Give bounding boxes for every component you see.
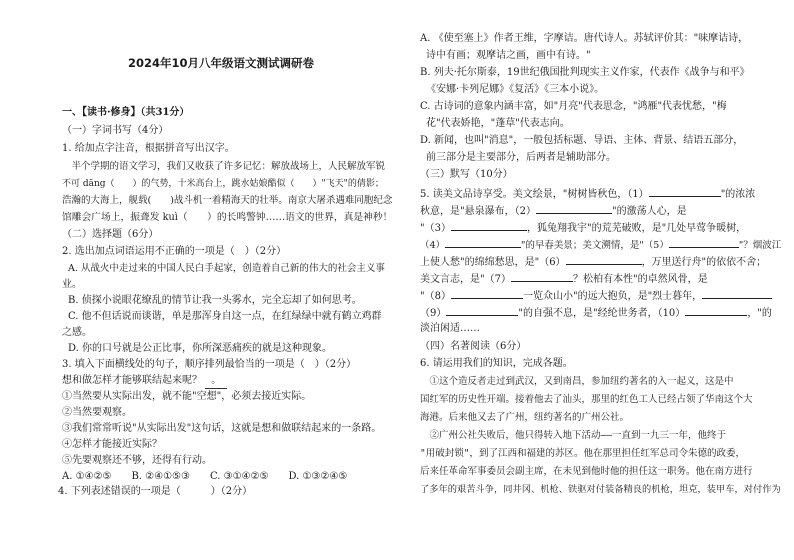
q4-option: C. 古诗词的意象内涵丰富，如"月亮"代表思念，"鸿雁"代表忧愁，"梅 — [420, 101, 727, 112]
q5-line — [420, 220, 746, 236]
q2-option: A. 从战火中走过来的中国人民白手起家，创造着自己新的伟大的社会主义事 — [68, 263, 385, 274]
answer-blank[interactable] — [669, 237, 739, 248]
q1-para-line: 浩瀚的大海上，舰载( )战斗机一着精海天的壮举。南京大屠杀遇难同胞纪念 — [62, 195, 393, 206]
q5-text: "的早春美景；美文溯情，是"（5） — [521, 240, 669, 251]
q6-para-line: 海港。后来他又去了广州，纽约著名的广州公社。 — [420, 412, 630, 423]
q5-text: ？松柏有本性"的卓然风骨，是 — [572, 274, 708, 285]
answer-blank[interactable] — [566, 254, 642, 265]
q2-option: 之感。 — [62, 327, 92, 338]
q3-prompt-text: 想和做怎样才能够联结起来呢？ — [62, 375, 202, 386]
q5-text: "？烟波江 — [738, 240, 782, 251]
q6-para-line: 国红军的历史性开端。接着他去了汕头，那里的红色工人已经占领了华南这个大 — [420, 394, 753, 405]
q4-option: 花"代表娇艳，"蓬草"代表志向。 — [426, 118, 570, 129]
q5-line — [420, 254, 766, 270]
q1-stem: 1. 给加点字注音，根据拼音写出汉字。 — [62, 143, 235, 154]
q3-item: ③我们常常听说"从实际出发"这句话，这就是想和做联结起来的一条路。 — [62, 423, 382, 434]
q2-option: C. 他不但话说而谈谐，单是那浑身自这一点，在红绿绿中就有鹤立鸡群 — [68, 311, 382, 322]
q5-line — [420, 186, 755, 202]
q5-text: "（3） — [420, 223, 451, 234]
sub3-header: （三）默写（10分） — [420, 169, 513, 180]
q1-para-line: 不可 dāng（ ）的气势，十米高台上，跳水姑娘酷似（ ）"飞天"的倩影； — [62, 179, 384, 189]
q5-line: 淡泊闲适…… — [420, 323, 480, 334]
q5-text: 5. 读美文品诗享受。美文绘景，"树树皆秋色，（1） — [420, 189, 649, 200]
q6-para-line: "用破封锁"，到了江西和福建的苏区。他在那里担任红军总司令朱德的政委， — [420, 448, 745, 459]
sub2-header: （二）选择题（6分） — [62, 229, 159, 240]
q3-item: ①当然要从实际出发，就不能"空想"，必须去接近实际。 — [62, 391, 312, 402]
q5-text: "的激荡人心，是 — [611, 206, 687, 217]
q6-para-line: 了多年的艰苦斗争，同井冈、机枪、铁驱对付装备精良的机枪，坦克，装甲车，对付作为 — [420, 484, 781, 495]
q5-text: 一览众山小"的远大抱负，是"烈士暮年， — [522, 291, 703, 302]
sub4-header: （四）名著阅读（6分） — [420, 341, 527, 352]
q5-text: ，狐兔翔我宇"的荒芜破败，是"几处早莺争暖树， — [526, 223, 747, 234]
answer-blank[interactable] — [445, 237, 521, 248]
q6-stem: 6. 请运用我们的知识，完成各题。 — [420, 358, 573, 369]
section1-header: 一、【读书·修身】（共31分） — [62, 107, 190, 118]
answer-blank[interactable] — [511, 271, 573, 282]
q1-para-line: 半个学期的语文学习，我们又收获了许多记忆：解放战场上，人民解放军锐 — [62, 161, 386, 172]
q3-handwritten-answer: 。 — [205, 374, 227, 389]
q2-option: D. 你的口号就是公正比事，你所深恶痛疾的就是这种现象。 — [68, 343, 333, 354]
q3-item: ④怎样才能接近实际？ — [62, 439, 162, 450]
q2-option: 业。 — [62, 279, 82, 290]
q3-stem: 3. 填入下面横线处的句子，顺序排列最恰当的一项是（ ）（2分） — [62, 359, 357, 370]
q5-line — [420, 305, 772, 321]
q5-text: 秋意，是"悬泉瀑布，（2） — [420, 206, 536, 217]
answer-blank[interactable] — [451, 220, 527, 231]
sub1-header: （一）字词书写（4分） — [62, 125, 169, 136]
answer-blank[interactable] — [649, 186, 721, 197]
q6-para-line: ②广州公社失败后，他只得转入地下活动——一直到一九三一年，他终于 — [420, 430, 726, 441]
q3-choices: A. ①④②⑤ B. ②④①⑤③ C. ③①④②⑤ D. ①③②④⑤ — [62, 471, 348, 482]
q3-item: ⑤先要观察还不够，还得有行动。 — [62, 455, 212, 466]
q6-para-line: 后来任革命军事委员会副主席，在未见到他时他的担任这一职务。他在南方进行 — [420, 466, 753, 477]
q5-line — [420, 271, 708, 287]
answer-blank[interactable] — [446, 305, 518, 316]
q5-text: （4） — [420, 240, 446, 251]
q5-line — [420, 288, 772, 304]
answer-blank[interactable] — [536, 203, 612, 214]
q5-text: "的自强不息，是"经纶世务者，（10） — [518, 308, 686, 319]
q1-para-line: 馆雕会广场上，振聋发 kuì（ ）的长鸣警钟……语文的世界，真是神秒！ — [62, 212, 393, 223]
q5-text: ，万里送行舟"的依依不舍； — [641, 257, 767, 268]
q4-stem: 4. 下列表述错误的一项是（ ）（2分） — [58, 486, 253, 497]
q4-option: D. 新闻，也叫"消息"，一般包括标题、导语、主体、背景、结语五部分， — [420, 135, 744, 146]
page-title: 2024年10月八年级语文测试调研卷 — [128, 56, 315, 70]
q4-option: 诗中有画；观摩诘之画，画中有诗。" — [426, 50, 591, 61]
q5-text: 上使人愁"的绵绵愁思，是"（6） — [420, 257, 566, 268]
q3-prompt — [62, 374, 227, 389]
q5-text: （9） — [420, 308, 447, 319]
q2-stem: 2. 选出加点词语运用不正确的一项是（ ）（2分） — [62, 246, 287, 257]
answer-blank[interactable] — [685, 305, 747, 316]
q4-option: B. 列夫·托尔斯泰，19世纪俄国批判现实主义作家，代表作《战争与和平》 — [420, 67, 750, 78]
q5-line — [420, 203, 687, 219]
q4-option: A. 《使至塞上》作者王维，字摩诘。唐代诗人。苏轼评价其："味摩诘诗， — [420, 33, 749, 44]
q3-item: ②当然要观察。 — [62, 407, 132, 418]
q4-option: 《安娜·卡列尼娜》《复活》《三本小说》。 — [426, 84, 605, 95]
q5-line — [420, 237, 781, 253]
answer-blank[interactable] — [702, 288, 772, 299]
q5-text: "的浓浓 — [720, 189, 756, 200]
q5-text: "（8） — [420, 291, 451, 302]
q6-para-line: ①这个造反者走过到武汉，又到南昌，参加纽约著名的入一起义，这是中 — [420, 376, 734, 387]
answer-blank[interactable] — [451, 288, 523, 299]
q4-option: 前三部分是主要部分，后两者是辅助部分。 — [426, 152, 616, 163]
q5-text: 美文言志，是"（7） — [420, 274, 511, 285]
q5-text: ，"的 — [747, 308, 772, 319]
q2-option: B. 侦探小说眼花缭乱的情节让我一头雾水，完全忘却了如何思考。 — [68, 295, 362, 306]
